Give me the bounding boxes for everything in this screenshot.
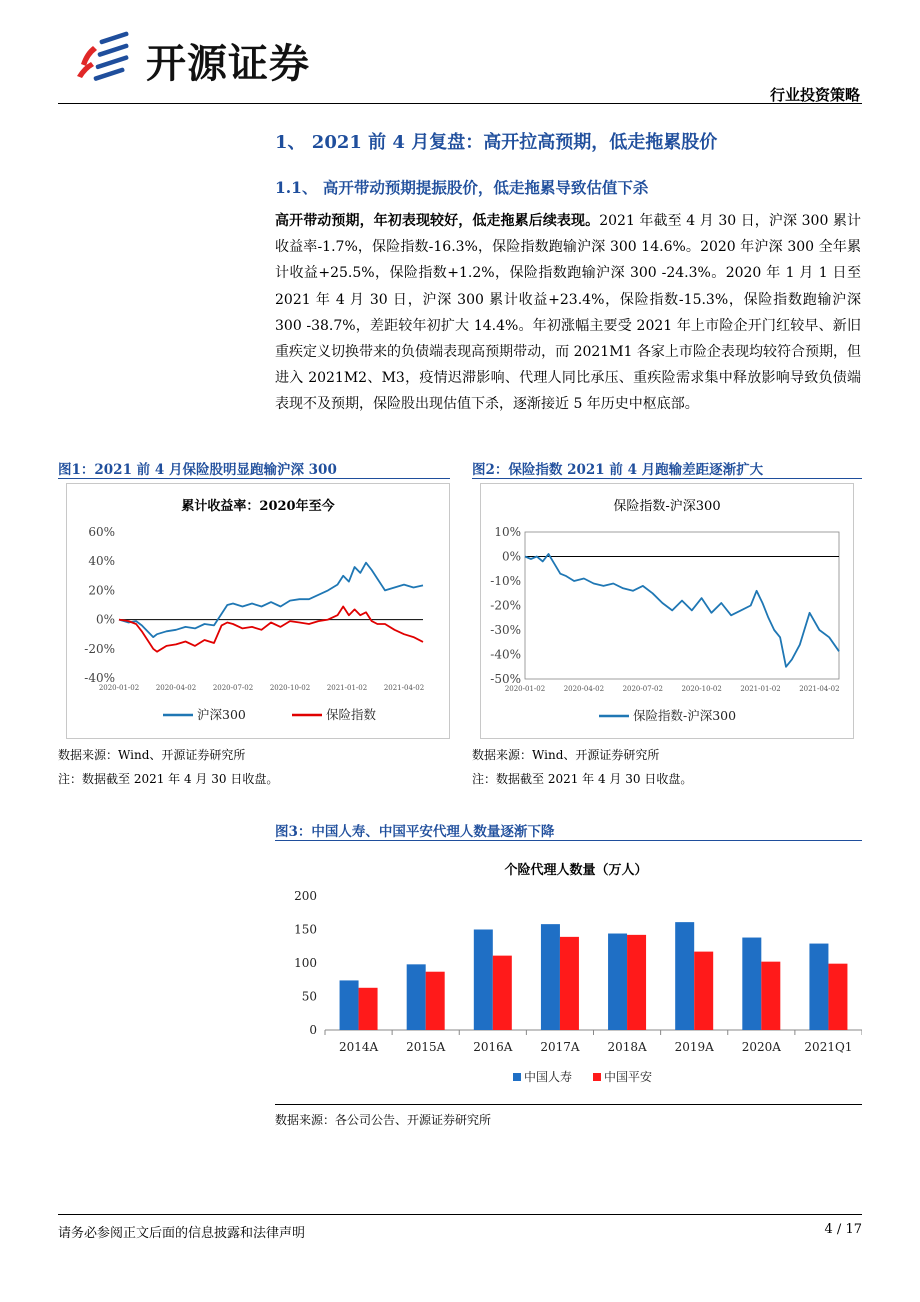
chart1-svg <box>67 484 449 738</box>
chart1-frame <box>66 483 450 739</box>
chart3-svg <box>275 846 862 1098</box>
footer-divider <box>58 1214 862 1215</box>
figure1-source: 数据来源：Wind、开源证券研究所 <box>58 748 246 762</box>
legend-swatch <box>593 1073 601 1081</box>
figure2-rule <box>472 478 862 479</box>
legend-label: 保险指数-沪深300 <box>633 708 737 723</box>
figure3-bottom-rule <box>275 1104 862 1105</box>
x-tick-label: 2020-10-02 <box>681 685 722 693</box>
legend-swatch <box>513 1073 521 1081</box>
company-logo <box>75 28 137 86</box>
logo-mark-icon <box>75 28 137 86</box>
y-tick-label: 100 <box>294 956 317 970</box>
y-tick-label: -10% <box>490 574 521 588</box>
section-title: 1、 2021 前 4 月复盘：高开拉高预期，低走拖累股价 <box>275 132 718 153</box>
y-tick-label: 0 <box>309 1023 317 1037</box>
body-paragraph <box>275 208 861 418</box>
page-number: 4 / 17 <box>824 1222 862 1237</box>
x-tick-label: 2020A <box>741 1040 781 1054</box>
x-tick-label: 2020-10-02 <box>269 684 311 692</box>
figure1-rule <box>58 478 450 479</box>
bar <box>828 964 847 1030</box>
bar <box>742 938 761 1030</box>
figure2-title: 图2：保险指数 2021 前 4 月跑输差距逐渐扩大 <box>472 462 764 478</box>
chart-title: 个险代理人数量（万人） <box>504 863 648 878</box>
paragraph-text: 2021 年截至 4 月 30 日，沪深 300 累计收益率-1.7%，保险指数-16.3%，保险指数跑输沪深 300 14.6%。2020 年沪深 300 全年累计收益+25.5%，保险指数+1.2%，保险指数跑输沪深 300 -24.3%。2020 年 1 月 1 日至 2021 年 4 月 30 日，沪深 300 累计收益+23.4%，保险指数-15.3%，保险指数跑输沪深 300 -38.7%，差距较年初扩大 14.4%。年初涨幅主要受 2021 年上市险企开门红较早、新旧重疾定义切换带来的负债端表现高预期带动，而 2021M1 各家上市险企表现均较符合预期，但进入 2021M2、M3，疫情迟滞影响、代理人同比承压、重疾险需求集中释放影响导致负债端表现不及预期，保险股出现估值下杀，逐渐接近 5 年历史中枢底部。 <box>275 213 862 413</box>
company-name: 开源证券 <box>146 41 310 87</box>
bar <box>809 944 828 1030</box>
y-tick-label: 10% <box>494 525 521 539</box>
x-tick-label: 2020-04-02 <box>563 685 605 693</box>
y-tick-label: 50 <box>301 989 317 1004</box>
bar <box>761 962 780 1030</box>
report-category: 行业投资策略 <box>769 86 860 104</box>
bar <box>694 952 713 1030</box>
series-line <box>119 563 423 637</box>
x-tick-label: 2021-04-02 <box>799 685 840 693</box>
y-tick-label: 40% <box>88 554 115 569</box>
bar <box>407 964 426 1030</box>
y-tick-label: 20% <box>88 583 115 598</box>
bar <box>474 930 493 1031</box>
y-tick-label: -50% <box>490 672 521 686</box>
x-tick-label: 2014A <box>338 1040 379 1054</box>
x-tick-label: 2021-01-02 <box>740 685 781 693</box>
x-tick-label: 2016A <box>473 1040 513 1054</box>
x-tick-label: 2020-07-02 <box>212 684 254 692</box>
header-divider <box>58 103 862 104</box>
legend-label: 中国平安 <box>604 1070 653 1084</box>
series-line <box>119 607 423 652</box>
chart2-frame <box>480 483 854 739</box>
y-tick-label: 150 <box>294 922 317 937</box>
figure1-title: 图1：2021 前 4 月保险股明显跑输沪深 300 <box>58 462 337 478</box>
x-tick-label: 2020-01-02 <box>504 685 546 693</box>
x-tick-label: 2017A <box>540 1040 580 1054</box>
subsection-title: 1.1、 高开带动预期提振股价，低走拖累导致估值下杀 <box>275 178 649 197</box>
x-tick-label: 2021-01-02 <box>326 684 368 692</box>
figure1-note: 注：数据截至 2021 年 4 月 30 日收盘。 <box>58 772 279 786</box>
figure3-source: 数据来源：各公司公告、开源证券研究所 <box>275 1113 492 1127</box>
bar <box>608 934 627 1030</box>
bar <box>493 956 512 1030</box>
figure3-rule <box>275 840 862 841</box>
bar <box>560 937 579 1030</box>
x-tick-label: 2021Q1 <box>804 1040 853 1054</box>
y-tick-label: -30% <box>490 623 521 637</box>
y-tick-label: 0% <box>95 612 115 627</box>
y-tick-label: 0% <box>501 549 521 564</box>
y-tick-label: 200 <box>294 889 317 903</box>
y-tick-label: -40% <box>490 647 521 662</box>
bar <box>340 980 359 1030</box>
x-tick-label: 2015A <box>406 1040 446 1054</box>
chart-title: 保险指数-沪深300 <box>613 499 721 514</box>
paragraph-lead: 高开带动预期，年初表现较好，低走拖累后续表现。 <box>275 213 600 229</box>
y-tick-label: -20% <box>84 641 115 656</box>
bar <box>627 935 646 1030</box>
legend-label: 沪深300 <box>197 707 246 722</box>
figure2-source: 数据来源：Wind、开源证券研究所 <box>472 748 660 762</box>
x-tick-label: 2018A <box>607 1040 647 1054</box>
y-tick-label: 60% <box>88 525 115 539</box>
chart-title: 累计收益率：2020年至今 <box>181 499 335 514</box>
figure3-title: 图3：中国人寿、中国平安代理人数量逐渐下降 <box>275 824 555 840</box>
bar <box>426 972 445 1030</box>
series-line <box>525 554 839 667</box>
bar <box>675 922 694 1030</box>
x-tick-label: 2020-04-02 <box>155 684 197 692</box>
bar <box>541 924 560 1030</box>
figure2-note: 注：数据截至 2021 年 4 月 30 日收盘。 <box>472 772 693 786</box>
x-tick-label: 2019A <box>674 1040 714 1054</box>
plot-frame <box>525 532 839 679</box>
y-tick-label: -20% <box>490 598 521 613</box>
legend-label: 中国人寿 <box>524 1070 573 1084</box>
chart2-svg <box>481 484 853 738</box>
x-tick-label: 2020-01-02 <box>98 684 140 692</box>
y-tick-label: -40% <box>84 671 115 685</box>
x-tick-label: 2020-07-02 <box>622 685 663 693</box>
bar <box>359 988 378 1030</box>
legend-label: 保险指数 <box>326 707 377 722</box>
footer-disclaimer: 请务必参阅正文后面的信息披露和法律声明 <box>58 1226 306 1241</box>
x-tick-label: 2021-04-02 <box>383 684 425 692</box>
chart3-frame <box>275 846 862 1098</box>
